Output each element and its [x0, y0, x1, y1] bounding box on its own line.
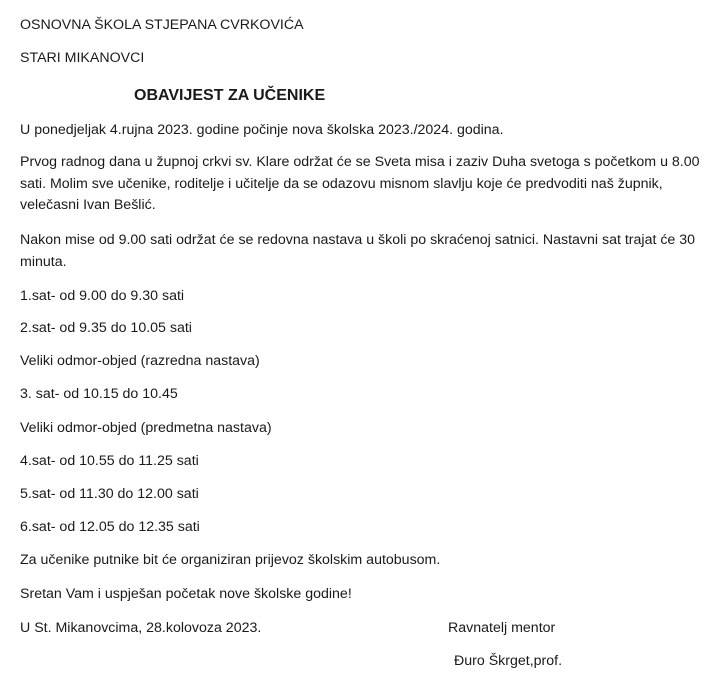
school-town: STARI MIKANOVCI: [20, 50, 145, 66]
paragraph-holy-mass: Prvog radnog dana u župnoj crkvi sv. Klare održat će se Sveta misa i zaziv Duha svetoga s početkom u 8.00 sati. Molim sve učenike, roditelje i učitelje da se odazovu misnom slavlju koje će predvoditi naš župnik, velečasni Ivan Bešlić.: [20, 154, 700, 213]
closing-wish: Sretan Vam i uspješan početak nove školske godine!: [20, 586, 352, 602]
place-date: U St. Mikanovcima, 28.kolovoza 2023.: [20, 620, 262, 636]
schedule-item: 1.sat- od 9.00 do 9.30 sati: [20, 288, 185, 304]
signature-role: Ravnatelj mentor: [448, 620, 556, 636]
transport-note: Za učenike putnike bit će organiziran prijevoz školskim autobusom.: [20, 552, 441, 568]
schedule-item: 4.sat- od 10.55 do 11.25 sati: [20, 453, 199, 469]
document-title: OBAVIJEST ZA UČENIKE: [134, 87, 326, 104]
schedule-item: 2.sat- od 9.35 do 10.05 sati: [20, 320, 192, 336]
paragraph-start-date: U ponedjeljak 4.rujna 2023. godine počinje nova školska 2023./2024. godina.: [20, 122, 504, 138]
schedule-item: Veliki odmor-objed (predmetna nastava): [20, 420, 272, 436]
schedule-item: 3. sat- od 10.15 do 10.45: [20, 386, 178, 402]
school-name: OSNOVNA ŠKOLA STJEPANA CVRKOVIĆA: [20, 17, 304, 33]
schedule-item: 6.sat- od 12.05 do 12.35 sati: [20, 519, 200, 535]
paragraph-classes: Nakon mise od 9.00 sati održat će se redovna nastava u školi po skraćenoj satnici. Nastavni sat trajat će 30 minuta.: [20, 232, 696, 270]
signature-name: Đuro Škrget,prof.: [454, 653, 563, 669]
schedule-item: 5.sat- od 11.30 do 12.00 sati: [20, 486, 199, 502]
schedule-item: Veliki odmor-objed (razredna nastava): [20, 353, 260, 369]
